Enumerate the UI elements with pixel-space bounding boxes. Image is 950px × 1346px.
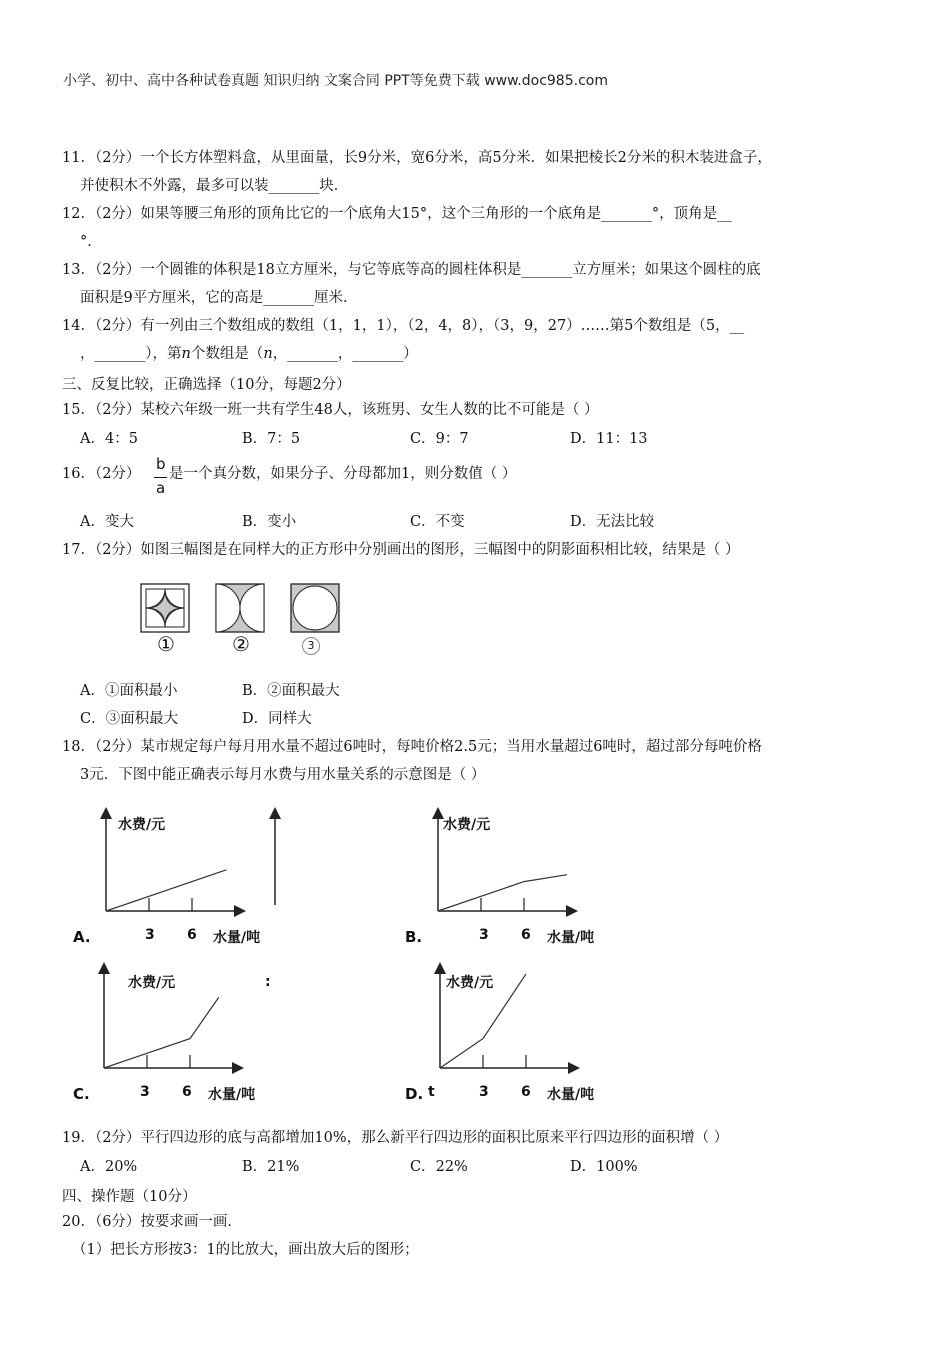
q18-graph-d-xlabel: 水量/吨 [547, 1087, 595, 1103]
q18-graph-c-line [104, 997, 219, 1068]
q13-line1: 13．（2分）一个圆锥的体积是18立方厘米，与它等底等高的圆柱体积是_______立方厘米；如果这个圆柱的底 [62, 262, 761, 278]
q16-prefix: 16．（2分） [62, 466, 141, 482]
q18-graph-d-tick6-label: 6 [521, 1084, 531, 1100]
q18-graph-a-tick6-label: 6 [187, 927, 197, 943]
q18-graph-d [414, 962, 614, 1102]
q18-graph-a-tick3-label: 3 [145, 927, 155, 943]
q17-label-2: ② [232, 632, 250, 656]
q14-line1: 14．（2分）有一列由三个数组成的数组（1，1，1），（2，4，8），（3，9，27）……第5个数组是（5，__ [62, 318, 745, 334]
q11-line2: 并使积木不外露，最多可以装_______块． [80, 178, 349, 194]
q13-line2: 面积是9平方厘米，它的高是_______厘米． [80, 290, 358, 306]
q18-graph-b-xlabel: 水量/吨 [547, 930, 595, 946]
q14-line2-end: ，_______，_______） [272, 346, 418, 362]
section-3-title: 三、反复比较，正确选择（10分，每题2分） [62, 377, 351, 393]
q18-graph-a-option[interactable]: A. [73, 928, 91, 946]
q18-graph-b-option[interactable]: B. [405, 928, 423, 946]
q18-graph-a-line [106, 870, 226, 911]
q12-line2: °． [80, 234, 102, 250]
q12-line1: 12．（2分）如果等腰三角形的顶角比它的一个底角大15°，这个三角形的一个底角是_______°，顶角是__ [62, 206, 732, 222]
q19-option-b[interactable]: B．21% [242, 1159, 300, 1175]
q15-option-c[interactable]: C．9：7 [410, 431, 469, 447]
q18-graph-c-tick3-label: 3 [140, 1084, 150, 1100]
q19-option-d[interactable]: D．100% [570, 1159, 638, 1175]
q17-option-d[interactable]: D．同样大 [242, 711, 312, 727]
q16-option-c[interactable]: C．不变 [410, 514, 465, 530]
q15-option-a[interactable]: A．4：5 [80, 431, 138, 447]
q18-graph-b [412, 805, 612, 945]
q18-graph-a-ylabel: 水费/元 [118, 817, 166, 833]
section-4-title: 四、操作题（10分） [62, 1189, 197, 1205]
q18-graph-b-ylabel: 水费/元 [443, 817, 491, 833]
q18-graph-b-tick3-label: 3 [479, 927, 489, 943]
q15-option-d[interactable]: D．11：13 [570, 431, 648, 447]
q20-sub1: （1）把长方形按3：1的比放大，画出放大后的图形； [72, 1242, 419, 1258]
q17-label-3: 3 [302, 637, 320, 655]
q17-stem: 17．（2分）如图三幅图是在同样大的正方形中分别画出的图形，三幅图中的阴影面积相比较，结果是（ ） [62, 542, 740, 558]
q15-option-b[interactable]: B．7：5 [242, 431, 301, 447]
q16-fraction-numerator: b [156, 455, 166, 473]
q18-graph-c-tick6-label: 6 [182, 1084, 192, 1100]
q18-graph-c [78, 962, 278, 1102]
q16-stem: 是一个真分数，如果分子、分母都加1，则分数值（ ） [169, 466, 517, 482]
q16-option-d[interactable]: D．无法比较 [570, 514, 655, 530]
q18-line1: 18．（2分）某市规定每户每月用水量不超过6吨时，每吨价格2.5元；当用水量超过6吨时，超过部分每吨价格 [62, 739, 762, 755]
q18-line2: 3元．下图中能正确表示每月水费与用水量关系的示意图是（ ） [80, 767, 486, 783]
q16-option-a[interactable]: A．变大 [80, 514, 134, 530]
q17-figure-3 [291, 584, 339, 632]
q14-var-n-label: n [181, 346, 191, 362]
q18-graph-c-ylabel: 水费/元 [128, 975, 176, 991]
q16-fraction-denominator: a [156, 479, 166, 497]
q18-graph-d-tick3-label: 3 [479, 1084, 489, 1100]
q16-option-b[interactable]: B．变小 [242, 514, 297, 530]
q15-stem: 15．（2分）某校六年级一班一共有学生48人，该班男、女生人数的比不可能是（ ） [62, 402, 599, 418]
q17-option-c[interactable]: C．③面积最大 [80, 711, 179, 727]
q19-option-c[interactable]: C．22% [410, 1159, 468, 1175]
q19-stem: 19．（2分）平行四边形的底与高都增加10%，那么新平行四边形的面积比原来平行四边形的面积增（ ） [62, 1130, 729, 1146]
q18-graph-c-stray-mark: : [265, 974, 271, 990]
q14-line2-mid: 个数组是（ [190, 346, 264, 362]
q16-fraction-bar [154, 477, 167, 478]
q18-graph-c-option[interactable]: C. [73, 1085, 90, 1103]
q17-figure-2 [216, 584, 264, 632]
q17-option-a[interactable]: A．①面积最小 [80, 683, 178, 699]
page-header: 小学、初中、高中各种试卷真题 知识归纳 文案合同 PPT等免费下载 www.doc985.com [63, 73, 608, 89]
q14-line2-start: ，_______），第 [80, 346, 182, 362]
q18-graph-b-line [438, 875, 567, 911]
q11-line1: 11．（2分）一个长方体塑料盒，从里面量，长9分米，宽6分米，高5分米．如果把棱长2分米的积木装进盒子， [62, 150, 772, 166]
q17-label-1: ① [157, 632, 175, 656]
q17-option-b[interactable]: B．②面积最大 [242, 683, 340, 699]
q19-option-a[interactable]: A．20% [80, 1159, 138, 1175]
q18-graph-a-xlabel: 水量/吨 [213, 930, 261, 946]
q14-var-n: n [263, 346, 273, 362]
q18-graph-b-tick6-label: 6 [521, 927, 531, 943]
q14-line2 [80, 344, 418, 364]
q17-fig3-circle [293, 586, 337, 630]
q17-figure-1 [141, 584, 189, 632]
q18-graph-d-ylabel: 水费/元 [446, 975, 494, 991]
q18-graph-d-stray-mark: t [428, 1084, 435, 1100]
q20-stem: 20．（6分）按要求画一画． [62, 1214, 242, 1230]
q18-graph-a [80, 805, 280, 945]
q18-graph-d-option[interactable]: D. [405, 1085, 424, 1103]
q18-graph-c-xlabel: 水量/吨 [208, 1087, 256, 1103]
